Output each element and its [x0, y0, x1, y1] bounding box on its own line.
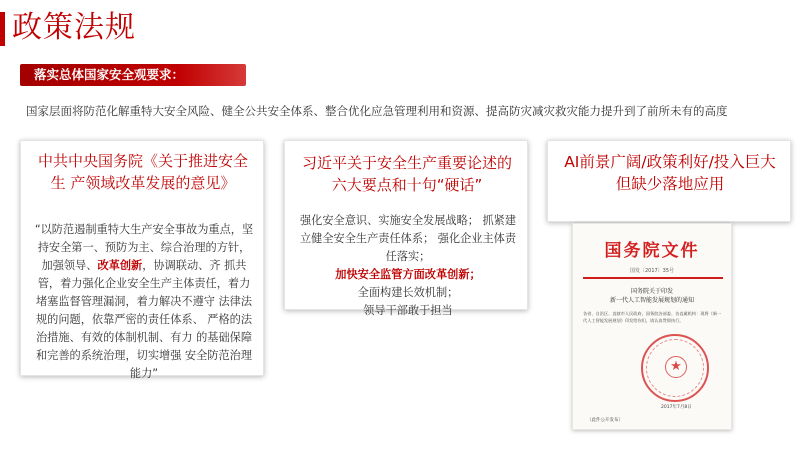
policy-card-xi-remarks — [284, 140, 528, 317]
document-footnote: （此件公开发布） — [587, 418, 623, 423]
card-title-line2: 但缺少落地应用 — [615, 175, 725, 193]
point-3: 领导干部敢于担当 — [363, 304, 453, 317]
quote-highlight: 改革创新 — [97, 259, 143, 272]
document-title-1: 国务院关于印发 — [630, 288, 673, 295]
point-highlight: 加快安全监管方面改革创新； — [335, 268, 481, 281]
document-body: 各省、自治区、直辖市人民政府，国务院各部委、各直属机构：现将《新一代人工智能发展规划》印发给你们，请认真贯彻执行。 — [583, 311, 722, 323]
document-title-2: 新一代人工智能发展规划的通知 — [609, 297, 694, 304]
card-title — [558, 151, 782, 195]
policy-card-opinions — [20, 140, 264, 380]
card-title-line2: 六大要点和十句“硬话” — [331, 176, 483, 194]
banner-text: 落实总体国家安全观要求： — [34, 67, 185, 82]
point-2: 全面构建长效机制； — [357, 286, 459, 299]
document-divider — [583, 277, 723, 279]
card-title-line1: 中共中央国务院《关于推进安全 — [37, 152, 248, 170]
quote-part-1: “以防范遏制重特大生产安全事故为重点，坚持安全第一、预防为主、综合治理的方针，加强领导、 — [34, 223, 254, 272]
document-date: 2017年7月8日 — [661, 405, 692, 410]
card-title-line1: 习近平关于安全生产重要论述的 — [301, 154, 512, 172]
point-1: 强化安全意识、实施安全发展战略； 抓紧建立健全安全生产责任体系； 强化企业主体责任落实； — [299, 214, 517, 263]
star-icon: ★ — [670, 359, 682, 374]
official-seal-icon — [641, 334, 709, 402]
state-council-document-image — [572, 223, 732, 430]
key-points — [299, 212, 517, 320]
quote-part-2: ，协调联动、齐 抓共管，着力强化企业安全生产主体责任，着力堵塞监督管理漏洞，着力解决不遵守 法律法规的问题，依靠严密的责任体系、 严格的法治措施、有效的体制机制、有力 的基础保障和完善的系统治理，切实增强 安全防范治理能力” — [35, 259, 253, 380]
card-title-line2: 生 产领域改革发展的意见》 — [50, 174, 236, 192]
card-title — [295, 152, 519, 196]
page-title: 政策法规 — [12, 10, 136, 45]
title-accent-bar — [0, 12, 5, 46]
section-banner — [20, 64, 246, 86]
seal-emblem — [665, 356, 687, 378]
card-title — [31, 150, 255, 194]
document-header: 国务院文件 — [604, 241, 700, 261]
intro-text: 国家层面将防范化解重特大安全风险、健全公共安全体系、整合优化应急管理利用和资源、提高防灾减灾救灾能力提升到了前所未有的高度 — [26, 104, 728, 118]
ai-outlook-card — [547, 140, 791, 222]
policy-quote — [33, 221, 255, 383]
card-title-line1: AI前景广阔/政策利好/投入巨大 — [564, 153, 776, 171]
document-number: 国发〔2017〕35号 — [629, 268, 675, 274]
